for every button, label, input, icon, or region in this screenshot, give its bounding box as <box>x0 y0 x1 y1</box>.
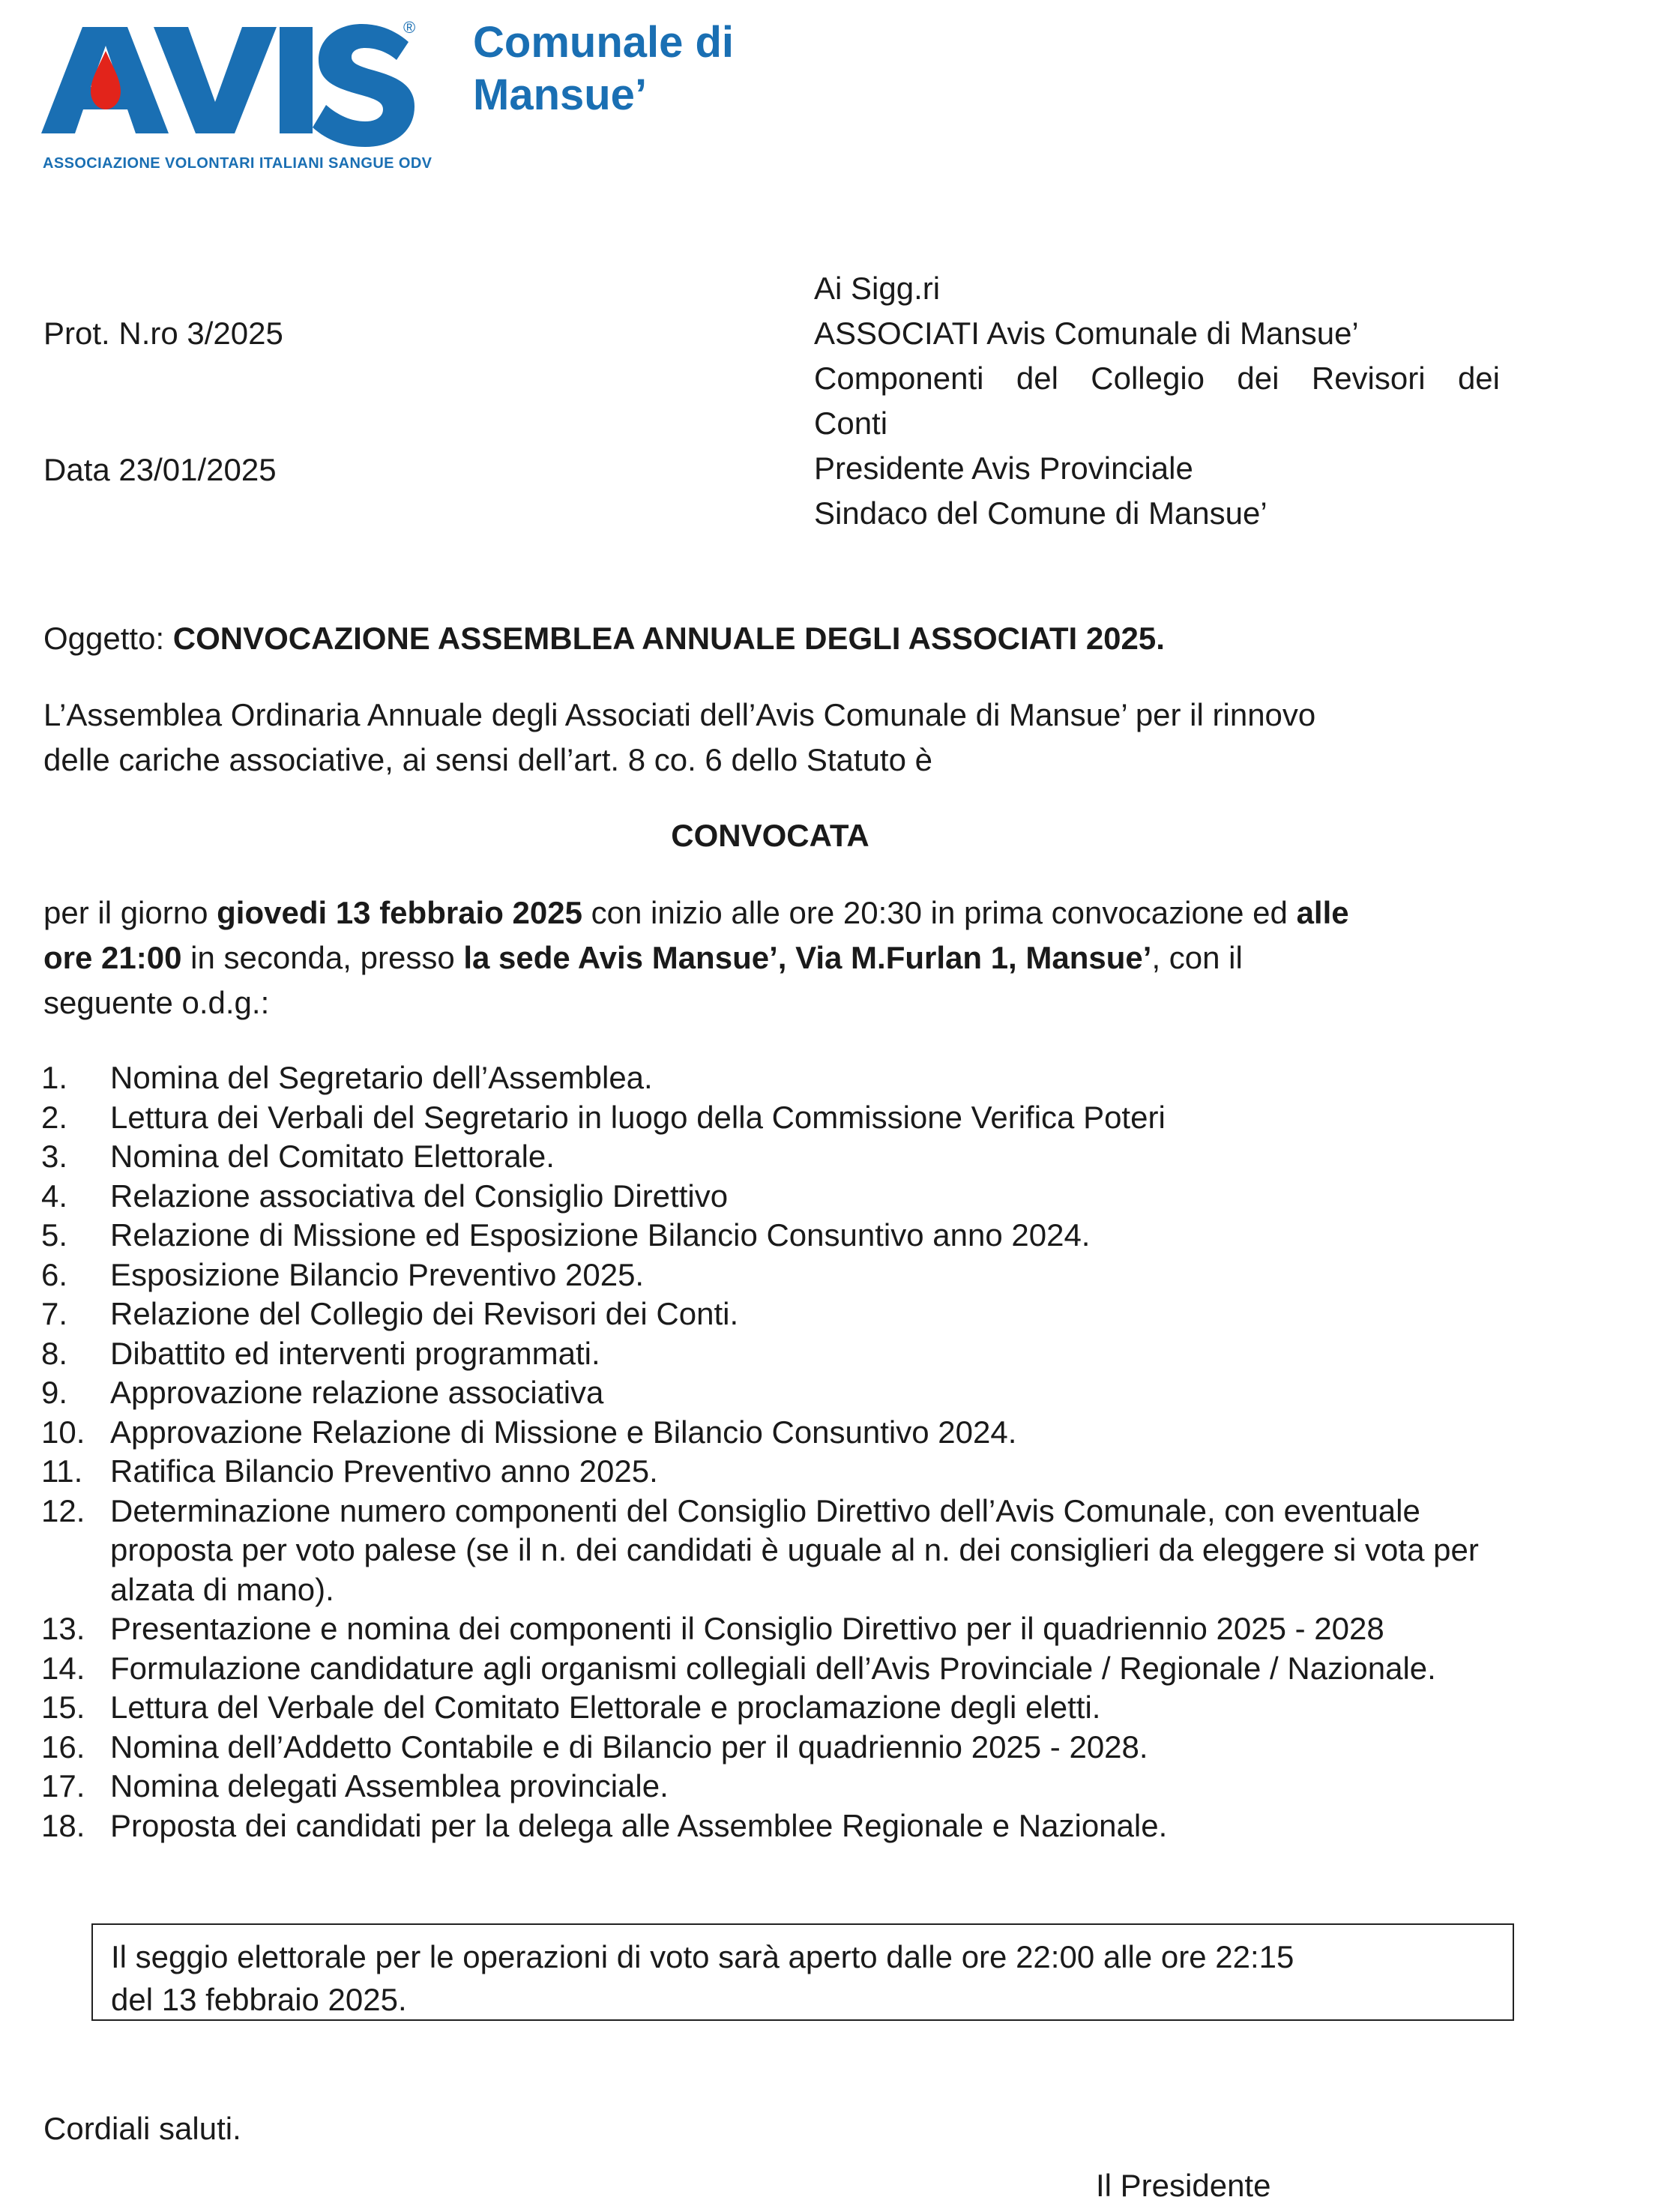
notice-line-1: Il seggio elettorale per le operazioni di voto sarà aperto dalle ore 22:00 alle ore 22:15 <box>111 1939 1294 1974</box>
agenda-item <box>41 1806 1540 1846</box>
agenda-item <box>41 1649 1540 1689</box>
agenda-item-number: 1. <box>41 1060 68 1095</box>
agenda-item <box>41 1373 1540 1413</box>
agenda-item <box>41 1058 1540 1098</box>
recipient-line: Componenti del Collegio dei Revisori dei <box>814 361 1500 396</box>
details-line-3: seguente o.d.g.: <box>43 985 270 1020</box>
notice-line-2: del 13 febbraio 2025. <box>111 1982 407 2017</box>
agenda-item <box>41 1098 1540 1138</box>
agenda-item-text: Ratifica Bilancio Preventivo anno 2025. <box>110 1453 658 1489</box>
agenda-item <box>41 1413 1540 1453</box>
registered-mark: ® <box>403 18 416 37</box>
agenda-item-number: 12. <box>41 1492 85 1528</box>
agenda-item <box>41 1256 1540 1295</box>
agenda-item <box>41 1452 1540 1492</box>
details-text: con inizio alle ore 20:30 in prima convocazione ed <box>582 895 1297 930</box>
agenda-item-number: 10. <box>41 1414 85 1450</box>
document-date: Data 23/01/2025 <box>43 452 277 487</box>
intro-line-1: L’Assemblea Ordinaria Annuale degli Associati dell’Avis Comunale di Mansue’ per il rinnovo <box>43 697 1316 732</box>
agenda-item-text: Formulazione candidature agli organismi collegiali dell’Avis Provinciale / Regionale / Nazionale. <box>110 1650 1436 1686</box>
agenda-item-text: Proposta dei candidati per la delega alle Assemblee Regionale e Nazionale. <box>110 1807 1168 1843</box>
details-text: per il giorno <box>43 895 217 930</box>
agenda-item-number: 5. <box>41 1217 68 1253</box>
intro-paragraph <box>43 693 1315 783</box>
agenda-item <box>41 1492 1540 1610</box>
recipient-line: Presidente Avis Provinciale <box>814 450 1193 486</box>
details-line-1 <box>43 890 1543 935</box>
agenda-item-number: 13. <box>41 1611 85 1646</box>
agenda-item-number: 18. <box>41 1807 85 1843</box>
subject-label: Oggetto: <box>43 621 173 656</box>
agenda-item-number: 7. <box>41 1296 68 1331</box>
meeting-date: giovedi 13 febbraio 2025 <box>217 895 582 930</box>
agenda-list <box>41 1058 1540 1845</box>
agenda-item-number: 4. <box>41 1178 68 1214</box>
agenda-item-number: 14. <box>41 1650 85 1686</box>
brand-title <box>473 16 734 121</box>
agenda-item-number: 17. <box>41 1768 85 1803</box>
recipients-block <box>814 266 1500 536</box>
agenda-item-number: 6. <box>41 1256 68 1292</box>
agenda-item-text: Presentazione e nomina dei componenti il Consiglio Direttivo per il quadriennio 2025 - 2028 <box>110 1611 1384 1646</box>
avis-logo-mark <box>41 21 431 152</box>
agenda-item <box>41 1334 1540 1374</box>
protocol-number: Prot. N.ro 3/2025 <box>43 316 283 351</box>
agenda-item <box>41 1295 1540 1334</box>
agenda-item <box>41 1137 1540 1177</box>
signature-title: Il Presidente <box>1096 2168 1271 2203</box>
agenda-item <box>41 1177 1540 1217</box>
agenda-item <box>41 1728 1540 1768</box>
agenda-item-text: Determinazione numero componenti del Consiglio Direttivo dell’Avis Comunale, con eventuale proposta per voto palese (se il n. dei candidati è uguale al n. dei consiglieri da eleggere si vota per alzata di mano). <box>110 1492 1479 1607</box>
meeting-details <box>43 890 1543 1025</box>
intro-line-2: delle cariche associative, ai sensi dell’art. 8 co. 6 dello Statuto è <box>43 742 932 777</box>
agenda-item-number: 9. <box>41 1375 68 1410</box>
recipient-line: Sindaco del Comune di Mansue’ <box>814 495 1267 531</box>
details-text: , con il <box>1151 940 1243 975</box>
details-bold: alle <box>1296 895 1349 930</box>
agenda-item-text: Approvazione Relazione di Missione e Bilancio Consuntivo 2024. <box>110 1414 1017 1450</box>
agenda-item-text: Nomina del Segretario dell’Assemblea. <box>110 1060 653 1095</box>
agenda-item-number: 11. <box>41 1453 83 1489</box>
agenda-item-number: 3. <box>41 1139 68 1174</box>
agenda-item-number: 2. <box>41 1099 68 1135</box>
agenda-item-number: 16. <box>41 1729 85 1765</box>
voting-notice-box <box>91 1923 1514 2021</box>
agenda-item-number: 15. <box>41 1690 85 1725</box>
agenda-item-text: Relazione di Missione ed Esposizione Bilancio Consuntivo anno 2024. <box>110 1217 1091 1253</box>
second-call-time: ore 21:00 <box>43 940 182 975</box>
recipient-line: Conti <box>814 406 888 441</box>
agenda-item-text: Nomina dell’Addetto Contabile e di Bilancio per il quadriennio 2025 - 2028. <box>110 1729 1148 1765</box>
logo-tagline: ASSOCIAZIONE VOLONTARI ITALIANI SANGUE ODV <box>43 155 432 172</box>
brand-line-1: Comunale di <box>473 18 735 67</box>
brand-line-2: Mansue’ <box>473 70 648 119</box>
agenda-item-text: Relazione del Collegio dei Revisori dei Conti. <box>110 1296 739 1331</box>
agenda-item-number: 8. <box>41 1335 68 1371</box>
meeting-location: la sede Avis Mansue’, Via M.Furlan 1, Mansue’ <box>463 940 1152 975</box>
agenda-item-text: Esposizione Bilancio Preventivo 2025. <box>110 1256 645 1292</box>
details-text: in seconda, presso <box>181 940 464 975</box>
agenda-item <box>41 1216 1540 1256</box>
agenda-item <box>41 1688 1540 1728</box>
subject-line <box>43 616 1165 661</box>
agenda-item <box>41 1609 1540 1649</box>
recipient-line: Ai Sigg.ri <box>814 271 941 306</box>
agenda-item-text: Nomina delegati Assemblea provinciale. <box>110 1768 669 1803</box>
closing-greeting: Cordiali saluti. <box>43 2111 241 2146</box>
agenda-item-text: Nomina del Comitato Elettorale. <box>110 1139 555 1174</box>
convocata-heading: CONVOCATA <box>671 818 869 853</box>
details-line-2 <box>43 935 1543 980</box>
agenda-item <box>41 1767 1540 1806</box>
agenda-item-text: Lettura dei Verbali del Segretario in luogo della Commissione Verifica Poteri <box>110 1099 1166 1135</box>
subject-text: CONVOCAZIONE ASSEMBLEA ANNUALE DEGLI ASSOCIATI 2025. <box>172 621 1165 656</box>
agenda-item-text: Approvazione relazione associativa <box>110 1375 604 1410</box>
agenda-item-text: Relazione associativa del Consiglio Direttivo <box>110 1178 729 1214</box>
agenda-item-text: Lettura del Verbale del Comitato Elettorale e proclamazione degli eletti. <box>110 1690 1101 1725</box>
recipient-line: ASSOCIATI Avis Comunale di Mansue’ <box>814 316 1359 351</box>
agenda-item-text: Dibattito ed interventi programmati. <box>110 1335 600 1371</box>
